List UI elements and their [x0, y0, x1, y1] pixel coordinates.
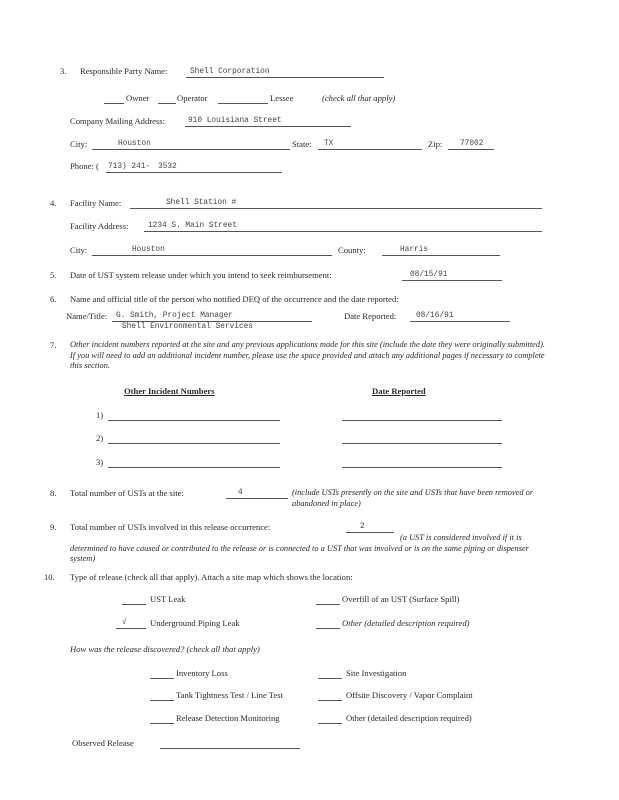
q8-text: Total number of USTs at the site: — [70, 488, 184, 498]
q3-zip-label: Zip: — [428, 139, 443, 149]
other-label: Other (detailed description required) — [342, 618, 470, 628]
q5-number: 5. — [50, 270, 57, 280]
q7-number: 7. — [50, 340, 57, 350]
tank-test-checkbox-line[interactable] — [150, 700, 174, 701]
q10-text: Type of release (check all that apply). Attach a site map which shows the location: — [70, 572, 353, 582]
owner-label: Owner — [126, 93, 150, 103]
q7-row-1-label: 1) — [96, 410, 104, 420]
ust-leak-checkbox-line[interactable] — [122, 604, 146, 605]
q6-number: 6. — [50, 294, 57, 304]
q3-city-label: City: — [70, 139, 88, 149]
how-discovered-text: How was the release discovered? (check all that apply) — [70, 644, 260, 654]
site-investigation-label: Site Investigation — [346, 668, 407, 678]
overfill-checkbox-line[interactable] — [316, 604, 340, 605]
piping-leak-label: Underground Piping Leak — [150, 618, 240, 628]
facility-address-line — [144, 231, 542, 232]
q3-number: 3. — [60, 66, 67, 76]
operator-checkbox-line[interactable] — [158, 103, 176, 104]
q7-row-2-date-line[interactable] — [342, 443, 502, 444]
q3-name-value: Shell Corporation — [190, 68, 270, 76]
mailing-address-line — [185, 126, 351, 127]
offsite-discovery-checkbox-line[interactable] — [318, 700, 342, 701]
q7-text: Other incident numbers reported at the site and any previous applications made for this site (include the date they were originally submitted). If you will need to add an additional incident number, please use the space provided and attach any additional pages if necessary to complete this section. — [70, 340, 545, 370]
q9-note: (a UST is considered involved if it is determined to have caused or contributed to the release or is connected to a UST that was involved or is on the same piping or dispenser system) — [70, 533, 529, 563]
mailing-address-value: 910 Louisiana Street — [188, 117, 282, 125]
lessee-label: Lessee — [270, 93, 294, 103]
q3-phone-line — [106, 172, 282, 173]
q7-row-3-date-line[interactable] — [342, 467, 502, 468]
q8-value: 4 — [238, 489, 243, 497]
q3-label: Responsible Party Name: — [80, 66, 168, 76]
q3-city-line — [92, 149, 290, 150]
q3-zip-line — [448, 149, 494, 150]
q3-phone-value: 713) 241- — [108, 163, 151, 171]
observed-release-label: Observed Release — [72, 738, 134, 748]
inventory-loss-checkbox-line[interactable] — [150, 678, 174, 679]
overfill-label: Overfill of an UST (Surface Spill) — [342, 594, 460, 604]
q7-row-1-incident-line[interactable] — [108, 420, 280, 421]
piping-leak-checkbox-line[interactable] — [116, 628, 146, 629]
facility-name-value: Shell Station # — [166, 199, 237, 207]
q9-text: Total number of USTs involved in this release occurrence: — [70, 522, 271, 532]
q8-number: 8. — [50, 488, 57, 498]
q6-date-line — [410, 321, 510, 322]
operator-label: Operator — [177, 93, 208, 103]
check-all-note: (check all that apply) — [322, 93, 396, 103]
q6-text: Name and official title of the person who notified DEQ of the occurrence and the date reported: — [70, 294, 399, 304]
other-discovery-checkbox-line[interactable] — [318, 723, 342, 724]
mailing-address-label: Company Mailing Address: — [70, 116, 166, 126]
q4-city-value: Houston — [132, 246, 165, 254]
q6-name-value: G. Smith, Project Manager — [116, 312, 233, 320]
q5-line — [402, 280, 502, 281]
other-incident-numbers-header: Other Incident Numbers — [124, 386, 215, 396]
q3-zip-value: 77002 — [460, 140, 484, 148]
q7-row-2-label: 2) — [96, 433, 104, 443]
q7-row-3-label: 3) — [96, 457, 104, 467]
q7-row-2-incident-line[interactable] — [108, 443, 280, 444]
q6-name-value-2: Shell Environmental Services — [122, 323, 254, 331]
observed-release-line[interactable] — [160, 748, 300, 749]
q3-state-line — [318, 149, 422, 150]
q3-state-label: State: — [292, 139, 312, 149]
q9-number: 9. — [50, 522, 57, 532]
q8-note: (include USTs presently on the site and USTs that have been removed or abandoned in place) — [292, 488, 534, 508]
release-detection-checkbox-line[interactable] — [150, 723, 174, 724]
other-checkbox-line[interactable] — [316, 628, 340, 629]
q4-county-value: Harris — [400, 246, 429, 254]
q4-county-line — [382, 255, 500, 256]
q10-number: 10. — [44, 572, 55, 582]
operator-extra-line — [218, 103, 268, 104]
ust-leak-label: UST Leak — [150, 594, 186, 604]
q3-city-value: Houston — [118, 140, 151, 148]
q8-line — [226, 498, 288, 499]
q3-phone-label: Phone: ( — [70, 161, 99, 171]
q7-row-1-date-line[interactable] — [342, 420, 502, 421]
q4-county-label: County: — [338, 245, 366, 255]
piping-leak-check-mark: √ — [122, 619, 127, 627]
q3-phone-value-2: 3532 — [158, 163, 177, 171]
facility-address-label: Facility Address: — [70, 221, 129, 231]
q5-value: 08/15/91 — [410, 271, 448, 279]
facility-name-label: Facility Name: — [70, 198, 122, 208]
tank-test-label: Tank Tightness Test / Line Test — [176, 690, 283, 700]
q6-name-label: Name/Title: — [66, 311, 108, 321]
q9-value: 2 — [360, 523, 365, 531]
q7-row-3-incident-line[interactable] — [108, 467, 280, 468]
q4-city-line — [92, 255, 332, 256]
date-reported-header: Date Reported — [372, 386, 426, 396]
facility-address-value: 1234 S. Main Street — [148, 222, 237, 230]
other-discovery-label: Other (detailed description required) — [346, 713, 472, 723]
inventory-loss-label: Inventory Loss — [176, 668, 228, 678]
owner-checkbox-line[interactable] — [104, 103, 124, 104]
q5-text: Date of UST system release under which you intend to seek reimbursement: — [70, 270, 332, 280]
facility-name-line — [130, 208, 542, 209]
offsite-discovery-label: Offsite Discovery / Vapor Complaint — [346, 690, 473, 700]
q3-name-line — [186, 77, 384, 78]
q6-date-value: 08/16/91 — [416, 312, 454, 320]
site-investigation-checkbox-line[interactable] — [318, 678, 342, 679]
q3-state-value: TX — [324, 140, 334, 148]
q6-date-label: Date Reported: — [344, 311, 397, 321]
q4-city-label: City: — [70, 245, 88, 255]
release-detection-label: Release Detection Monitoring — [176, 713, 280, 723]
q4-number: 4. — [50, 198, 57, 208]
